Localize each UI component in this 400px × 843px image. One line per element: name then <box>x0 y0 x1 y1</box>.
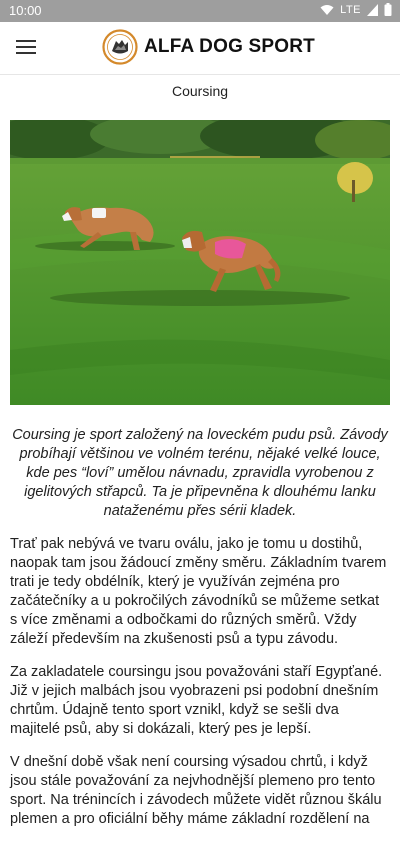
article <box>10 426 390 843</box>
app-title: ALFA DOG SPORT <box>144 36 315 57</box>
hamburger-menu-icon[interactable] <box>16 40 36 56</box>
article-paragraph: Za zakladatele coursingu jsou považováni staří Egypťané. Již v jejich malbách jsou vyobrazeni psi podobní dnešním chrtům. Údajně tento sport vznikl, když se sešli dva majitelé psů, aby si dokázali, který pes je lepší. <box>10 664 383 737</box>
page-title: Coursing <box>171 83 229 99</box>
status-time: 10:00 <box>9 3 42 18</box>
article-paragraph: Trať pak nebývá ve tvaru oválu, jako je tomu u dostihů, naopak tam jsou žádoucí změny směru. Základním tvarem trati je tedy obdélník, který je využíván zejména pro začátečníky a u pokročilých závodníků se můžeme setkat s více změnami a odbočkami do různých směrů. Vždy záleží především na zkušenosti psů a typu závodu. <box>10 536 387 647</box>
brand[interactable] <box>102 29 315 65</box>
battery-icon <box>384 3 392 16</box>
wifi-icon <box>320 4 334 16</box>
alfa-dog-sport-logo <box>102 29 138 65</box>
article-intro: Coursing je sport založený na loveckém pudu psů. Závody probíhají většinou ve volném terénu, nějaké velké louce, kde pes “loví” umělou návnadu, zpravidla vyrobenou z igelitových střapců. Ta je připevněna k dlouhému lanku nataženému přes sérii kladek. <box>12 427 388 519</box>
app-bar <box>0 22 400 75</box>
article-paragraph: V dnešní době však není coursing výsadou chrtů, i když jsou stále považování za nejvhodnější plemeno pro tento sport. Na trénincích i závodech můžete vidět různou škálu plemen a pro oficiální běhy máme základní rozdělení na <box>10 754 382 827</box>
status-bar <box>0 0 400 22</box>
network-type: LTE <box>340 3 361 16</box>
cell-signal-icon <box>367 4 378 16</box>
status-icons <box>320 3 392 16</box>
hero-image <box>10 120 390 405</box>
